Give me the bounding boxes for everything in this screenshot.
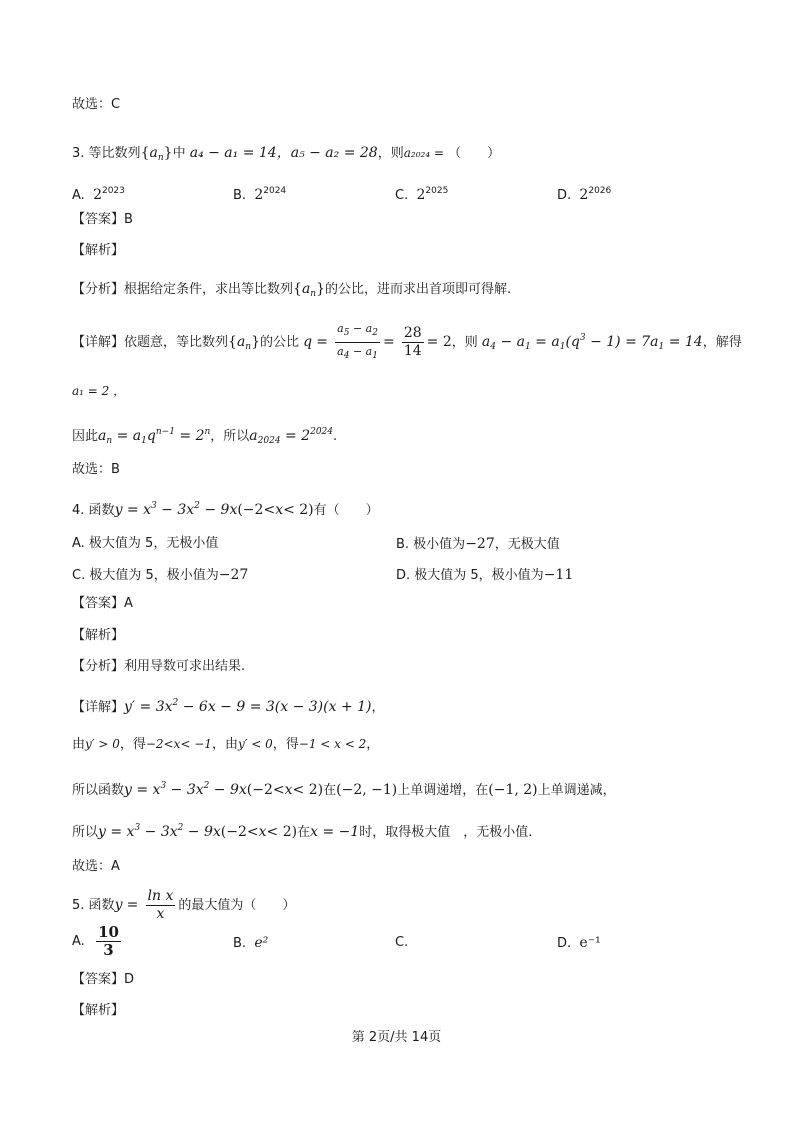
q3-fenxi: 【分析】根据给定条件，求出等比数列$\{a_n\}$的公比，进而求出首项即可得解. [72, 281, 512, 299]
q4-option-d: D. 极大值为 5，极小值为−11 [396, 567, 574, 583]
q5-option-c: C. [395, 935, 409, 950]
q3-analysis-heading: 【解析】 [72, 243, 125, 258]
q4-option-c: C. 极大值为 5，极小值为−27 [72, 567, 249, 583]
q3-equation-2: a₅ − a₂ = 28 [290, 145, 378, 161]
q3-option-c: C. $2^{2025}$ [395, 186, 449, 203]
q5-answer: 【答案】D [72, 972, 135, 987]
q3-equation-1: a₄ − a₁ = 14， [189, 145, 291, 161]
q4-so1: 所以函数$y = x^3 - 3x^2 - 9x(-2<x< 2)$在(−2, −1)上单调递增，在(−1, 2)上单调递减， [72, 781, 616, 798]
q5-analysis-heading: 【解析】 [72, 1003, 125, 1018]
q4-so2: 所以$y = x^3 - 3x^2 - 9x(-2<x< 2)$在x = −1时，取得极大值 ，无极小值. [72, 823, 533, 840]
q3-answer: 【答案】B [72, 212, 133, 227]
q5-option-d: D. e⁻¹ [557, 935, 601, 951]
prev-answer: 故选：C [72, 97, 121, 112]
q4-detail: 【详解】$y' = 3x^2 - 6x - 9 = 3(x - 3)(x + 1)$， [72, 698, 385, 715]
q4-answer: 【答案】A [72, 596, 133, 611]
q3-since: 因此$a_n = a_1q^{n-1} = 2^n$，所以$a_{2024} = 2^{2024}$. [72, 427, 338, 446]
q3-conclusion: 故选：B [72, 462, 120, 477]
q4-stem: 4. 函数$y = x^3 - 3x^2 - 9x(-2<x< 2)$有（ ） [72, 501, 379, 518]
q4-monotonic: 由y′ > 0，得−2<x< −1，由y′ < 0，得−1 < x < 2， [72, 737, 380, 752]
q4-option-b: B. 极小值为−27，无极大值 [396, 536, 560, 552]
q3-option-a: A. $2^{2023}$ [72, 186, 125, 203]
q4-conclusion: 故选：A [72, 859, 120, 874]
q3-option-b: B. $2^{2024}$ [233, 186, 287, 203]
q3-detail: 【详解】依题意，等比数列$\{a_n\}$的公比 q = $\frac{a_5 - a_2}{a_4 - a_1}$ = $\frac{28}{14}$ = 2，则 $a_4 - a_1 = a_1(q^3 - 1) = 7a_1 = 14$，解得 [72, 322, 742, 361]
q5-stem: 5. 函数y = $\frac{\text{ln x}}{x}$ 的最大值为（ ） [72, 888, 296, 922]
q4-analysis-heading: 【解析】 [72, 628, 125, 643]
q4-fenxi: 【分析】利用导数可求出结果. [72, 659, 246, 674]
q5-option-a: A. $\frac{10}{3}$ [72, 923, 119, 959]
q3-stem: 3. 等比数列$\{a_n\}$中 a₄ − a₁ = 14，a₅ − a₂ = 28，则a₂₀₂₄ = （ ） [72, 145, 501, 163]
q5-option-b: B. e² [233, 935, 269, 951]
page-footer: 第 2页/共 14页 [351, 1030, 442, 1045]
q4-option-a: A. 极大值为 5，无极小值 [72, 536, 219, 551]
q3-a1-value: a₁ = 2 ， [72, 384, 126, 398]
q3-option-d: D. $2^{2026}$ [557, 186, 612, 203]
